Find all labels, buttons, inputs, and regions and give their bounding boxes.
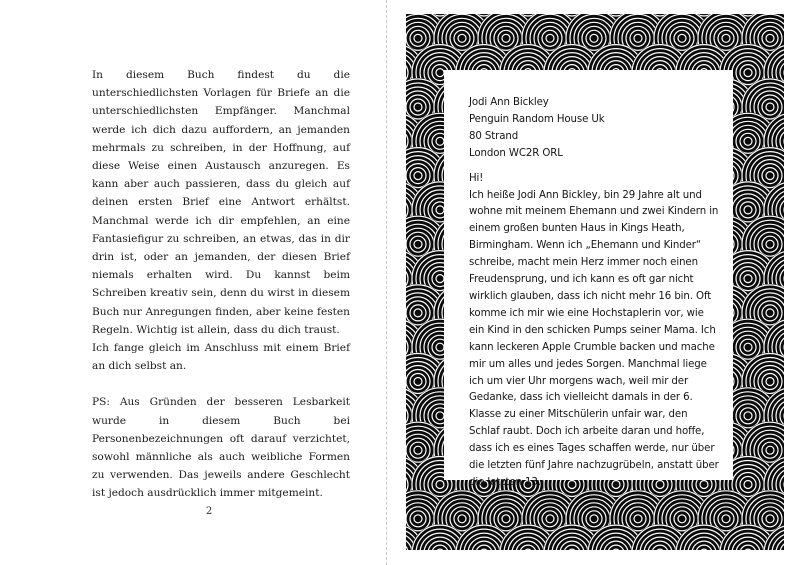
letter-text xyxy=(469,95,721,492)
page-number: 2 xyxy=(205,506,213,517)
page-gutter xyxy=(386,0,387,565)
address-street: 80 Strand xyxy=(469,130,519,142)
address-name: Jodi Ann Bickley xyxy=(469,97,549,108)
left-page-text xyxy=(92,66,350,503)
left-page xyxy=(0,0,395,565)
letter-greeting: Hi! xyxy=(469,172,484,184)
follow-up-paragraph: Ich fange gleich im Anschluss mit einem Brief an dich selbst an. xyxy=(92,342,350,373)
postscript-paragraph: PS: Aus Gründen der besseren Lesbarkeit wurde in diesem Buch bei Personenbezeichnungen oft darauf verzichtet, sowohl männliche als auch weibliche Formen zu verwenden. Das jeweils andere Geschlecht ist jedoch ausdrücklich immer mitgemeint. xyxy=(92,396,350,500)
letter-body: Ich heiße Jodi Ann Bickley, bin 29 Jahre alt und wohne mit meinem Ehemann und zwei Kindern in einem großen bunten Haus in Kings Heath, Birmingham. Wenn ich „Ehemann und Kinder“ schreibe, macht mein Herz immer noch einen Freudensprung, und ich kann es oft gar nicht wirklich glauben, dass ich nicht mehr 16 bin. Oft komme ich mir wie eine Hochstaplerin vor, wie ein Kind in den schicken Pumps seiner Mama. Ich kann leckeren Apple Crumble backen und mache mir um alles und jedes Sorgen. Manchmal liege ich um vier Uhr morgens wach, weil mir der Gedanke, dass ich vielleicht damals in der 6. Klasse zu einer Mitschülerin unfair war, den Schlaf raubt. Doch ich arbeite daran und hoffe, dass ich es eines Tages schaffen werde, nur über die letzten fünf Jahre nachzugrübeln, anstatt über die letzten 13. xyxy=(469,189,719,488)
address-city: London WC2R ORL xyxy=(469,147,563,159)
address-company: Penguin Random House Uk xyxy=(469,113,605,125)
intro-paragraph: In diesem Buch findest du die unterschiedlichsten Vorlagen für Briefe an die unterschiedlichsten Empfänger. Manchmal werde ich dich dazu auffordern, an jemanden mehrmals zu schreiben, in der Hoffnung, auf diese Weise einen Austausch anzuregen. Es kann aber auch passieren, dass du gleich auf deinen ersten Brief eine Antwort erhältst. Manchmal werde ich dir empfehlen, an eine Fantasiefigur zu schreiben, an etwas, das in dir drin ist, oder an jemanden, der diesen Brief niemals erhalten wird. Du kannst beim Schreiben kreativ sein, denn du wirst in diesem Buch nur Anregungen finden, aber keine festen Regeln. Wichtig ist allein, dass du dich traust. xyxy=(92,69,350,336)
